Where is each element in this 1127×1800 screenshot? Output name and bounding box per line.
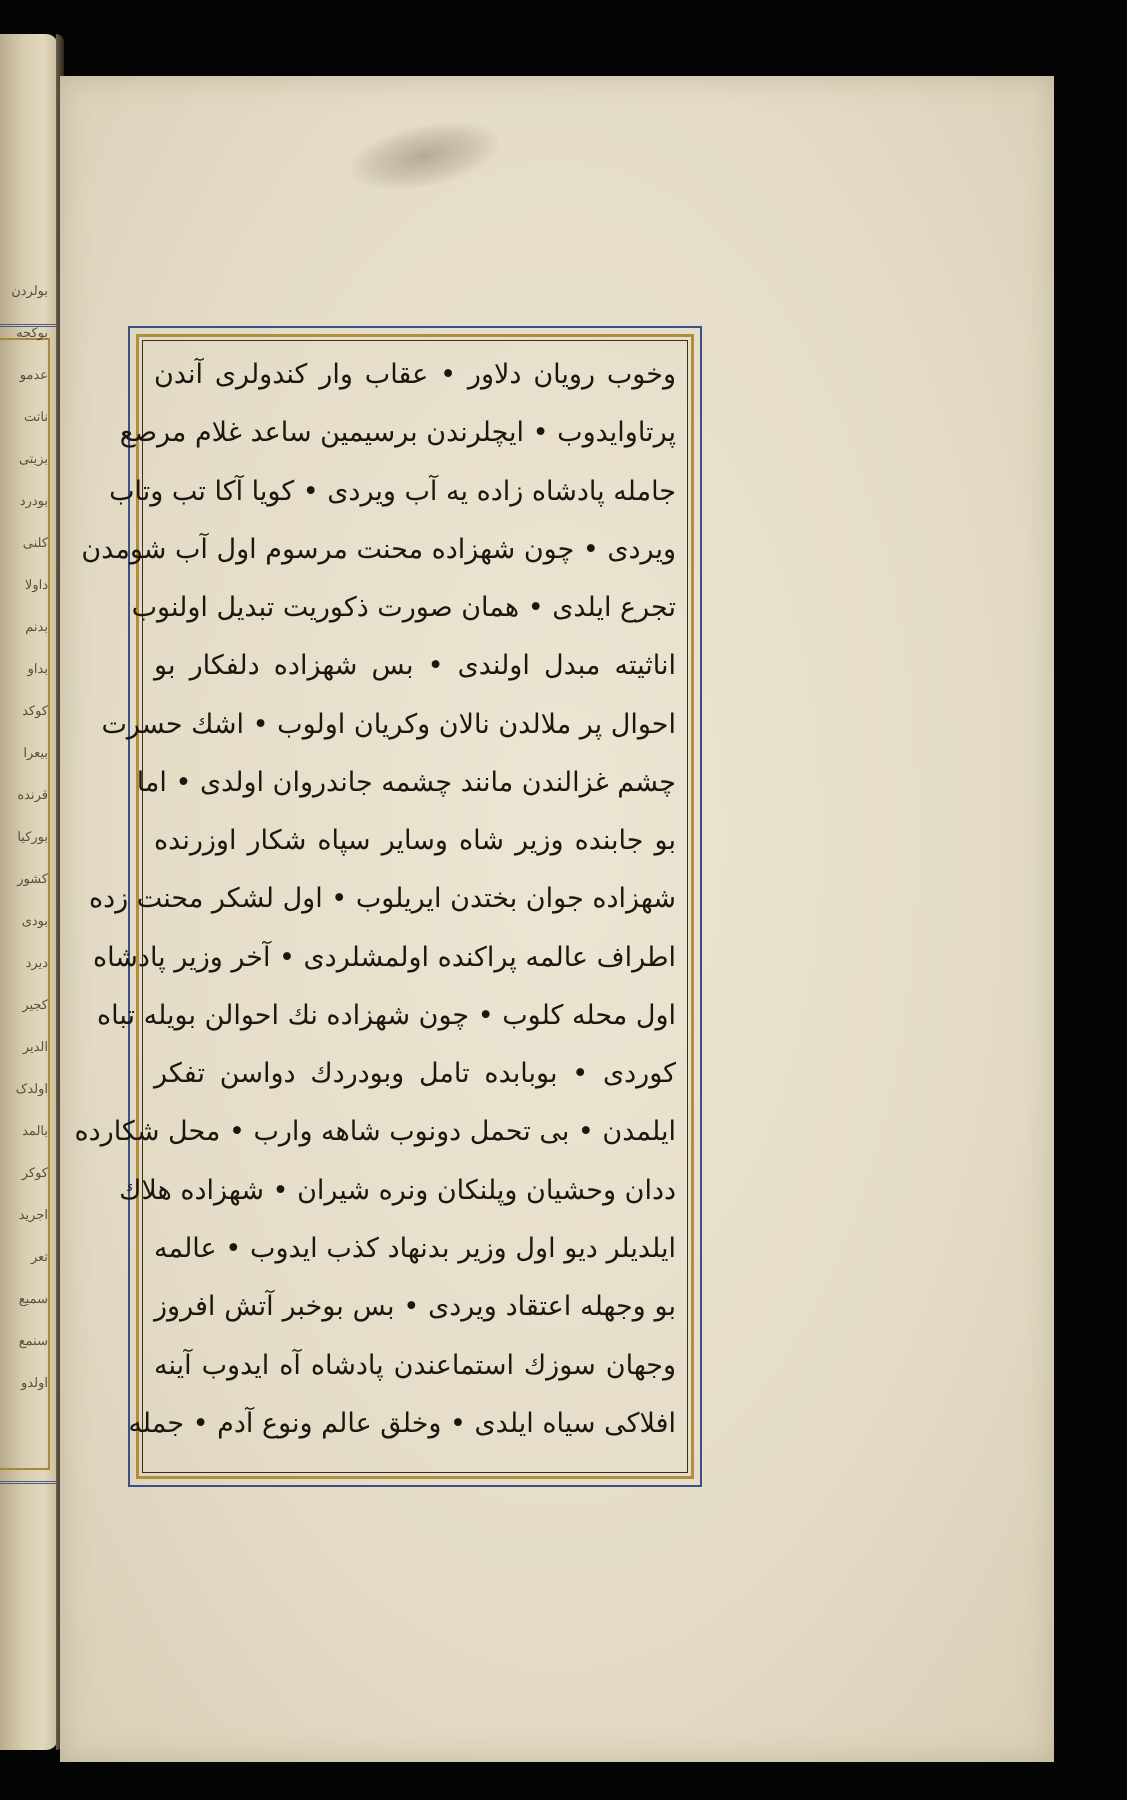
text-line: ایلدیلر دیو اول وزیر بدنهاد کذب ایدوب • عالمه (154, 1232, 676, 1264)
verso-text-fragment: عدمو (19, 368, 48, 383)
text-line: شهزاده جوان بختدن ایریلوب • اول لشکر محنت زده (88, 883, 676, 915)
verso-text-fragment: بداو (27, 662, 48, 677)
text-line: کوردی • بوبابده تامل وبودردك دواسن تفکر (154, 1058, 676, 1090)
recto-page (60, 76, 1054, 1762)
text-line: اول محله کلوب • چون شهزاده نك احوالن بویله تباه (96, 999, 676, 1031)
text-line: تجرع ایلدی • همان صورت ذکوریت تبدیل اولنوب (131, 592, 676, 624)
verso-text-fragment: بودی (21, 914, 48, 929)
verso-text-fragment: کوکد (22, 704, 48, 719)
text-block (74, 348, 680, 1465)
verso-text-fragment: کوکر (21, 1166, 48, 1181)
verso-text-fragment: کشور (17, 872, 48, 887)
verso-text-fragment: سنمع (18, 1334, 48, 1349)
verso-text-fragment: کلنی (22, 536, 48, 551)
verso-text-fragment: کجیر (22, 998, 48, 1013)
verso-text-fragment: بولردن (11, 284, 48, 299)
verso-text-fragment: بدنم (25, 620, 48, 635)
text-line: اطراف عالمه پراکنده اولمشلردی • آخر وزیر پادشاه (92, 941, 676, 973)
verso-text-fragment: بورکیا (17, 830, 48, 845)
text-line: پرتاوایدوب • ایچلرندن برسیمین ساعد غلام مرصع (119, 417, 676, 449)
verso-text-fragment: اولدک (15, 1082, 48, 1097)
verso-text-fragment: الدیر (22, 1040, 48, 1055)
text-line: افلاکی سیاه ایلدی • وخلق عالم ونوع آدم • جمله (128, 1407, 676, 1439)
text-line: احوال پر ملالدن نالان وکریان اولوب • اشك حسرت (101, 708, 676, 740)
verso-text-fragment: دیرد (25, 956, 48, 971)
paper-stain (345, 111, 504, 201)
text-line: جامله پادشاه زاده یه آب ویردی • کویا آکا تب وتاب (109, 475, 676, 507)
verso-text-fragment: بودرد (19, 494, 48, 509)
text-line: وخوب رویان دلاور • عقاب وار کندولری آندن (154, 359, 676, 390)
text-line: وجهان سوزك استماعندن پادشاه آه ایدوب آینه (154, 1349, 676, 1381)
verso-text-fragment: تعر (30, 1250, 48, 1265)
text-line: اناثیته مبدل اولندی • بس شهزاده دلفکار بو (154, 650, 676, 682)
verso-text-fragment: بیعرا (23, 746, 48, 761)
verso-text-fragment: سمیع (18, 1292, 48, 1307)
verso-text-fragment: قرنده (17, 788, 48, 803)
verso-text-fragment: اولدو (21, 1376, 48, 1391)
text-line: بو جابنده وزیر شاه وسایر سپاه شکار اوزرنده (154, 825, 676, 857)
verso-text-fragment: بوکجه (16, 326, 48, 341)
text-line: بو وجهله اعتقاد ویردی • بس بوخبر آتش افروز (154, 1291, 676, 1323)
text-line: ویردی • چون شهزاده محنت مرسوم اول آب شومدن (81, 533, 676, 565)
text-line: چشم غزالندن مانند چشمه جاندروان اولدی • اما (136, 766, 676, 798)
facing-verso-page (0, 34, 58, 1750)
text-line: ددان وحشیان وپلنکان ونره شیران • شهزاده هلاك (119, 1174, 676, 1206)
verso-text-fragment: اجرید (18, 1208, 48, 1223)
verso-text-fragment: داولا (24, 578, 48, 593)
verso-text-fragment: بزیتی (18, 452, 48, 467)
verso-text-fragment: بالمد (22, 1124, 48, 1139)
verso-text-fragment: ناتت (24, 410, 48, 425)
text-line: ایلمدن • بی تحمل دونوب شاهه وارب • محل شکارده (74, 1116, 676, 1148)
